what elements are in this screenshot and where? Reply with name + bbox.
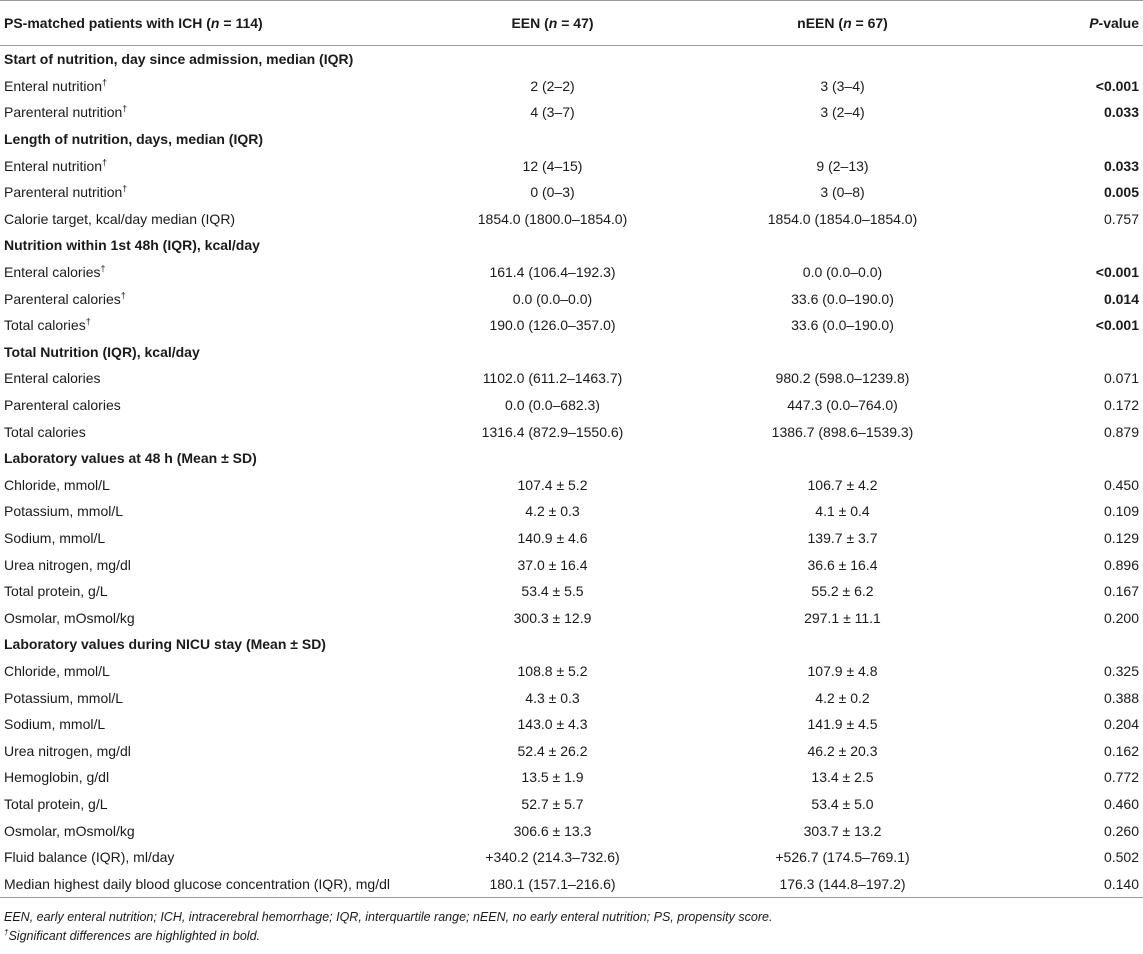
row-label: Urea nitrogen, mg/dl [4, 742, 131, 759]
row-label: Enteral calories† [4, 263, 106, 281]
cell-een: 0.0 (0.0–0.0) [512, 290, 593, 307]
section-header: Laboratory values during NICU stay (Mean ± SD) [4, 636, 326, 653]
table-row [0, 551, 1143, 578]
cell-p-value: 0.502 [1103, 849, 1139, 866]
row-label: Sodium, mmol/L [4, 716, 106, 733]
cell-neen: 3 (2–4) [820, 104, 865, 121]
dagger-mark: † [122, 183, 128, 194]
row-label: Parenteral nutrition† [4, 103, 128, 121]
header-patients: PS-matched patients with ICH (n = 114) [0, 1, 420, 46]
table-row [0, 737, 1143, 764]
cell-neen: 139.7 ± 3.7 [807, 529, 878, 546]
row-label: Osmolar, mOsmol/kg [4, 609, 135, 626]
cell-een: +340.2 (214.3–732.6) [485, 849, 620, 866]
cell-een: 161.4 (106.4–192.3) [489, 264, 616, 281]
table-body [0, 46, 1143, 898]
cell-neen: 1854.0 (1854.0–1854.0) [767, 210, 918, 227]
table-row [0, 392, 1143, 419]
row-label: Total calories [4, 423, 86, 440]
table-row [0, 870, 1143, 897]
row-label: Sodium, mmol/L [4, 529, 106, 546]
cell-p-value: 0.014 [1103, 290, 1139, 307]
row-label: Chloride, mmol/L [4, 662, 110, 679]
cell-p-value: 0.071 [1103, 370, 1139, 387]
cell-een: 0.0 (0.0–682.3) [505, 397, 600, 414]
cell-neen: 106.7 ± 4.2 [807, 476, 878, 493]
cell-een: 300.3 ± 12.9 [513, 609, 592, 626]
table-row [0, 73, 1143, 100]
cell-een: 4 (3–7) [530, 104, 575, 121]
table-row [0, 99, 1143, 126]
cell-een: 37.0 ± 16.4 [517, 556, 588, 573]
row-label: Hemoglobin, g/dl [4, 769, 110, 786]
table-row [0, 844, 1143, 871]
section-header-row [0, 232, 1143, 259]
cell-een: 12 (4–15) [522, 157, 583, 174]
cell-p-value: 0.460 [1103, 795, 1139, 812]
cell-neen: 3 (3–4) [820, 77, 865, 94]
dagger-mark: † [120, 289, 126, 300]
row-label: Potassium, mmol/L [4, 689, 124, 706]
cell-neen: 4.2 ± 0.2 [815, 689, 870, 706]
table-row [0, 418, 1143, 445]
section-header: Nutrition within 1st 48h (IQR), kcal/day [4, 237, 260, 254]
dagger-mark: † [100, 263, 106, 274]
cell-een: 180.1 (157.1–216.6) [420, 870, 685, 897]
table-row [0, 152, 1143, 179]
cell-p-value: 0.204 [1103, 716, 1139, 733]
cell-p-value: 0.129 [1103, 529, 1139, 546]
header-p-value: P-value [1000, 1, 1143, 46]
cell-p-value: 0.033 [1103, 104, 1139, 121]
dagger-mark: † [102, 157, 108, 168]
cell-neen: 176.3 (144.8–197.2) [685, 870, 1000, 897]
cell-p-value: <0.001 [1095, 317, 1139, 334]
section-header: Laboratory values at 48 h (Mean ± SD) [4, 450, 257, 467]
table-row [0, 711, 1143, 738]
row-label: Parenteral nutrition† [4, 183, 128, 201]
cell-p-value: 0.167 [1103, 583, 1139, 600]
cell-neen: 33.6 (0.0–190.0) [791, 290, 894, 307]
header-row [0, 1, 1143, 46]
row-label: Median highest daily blood glucose concentration (IQR), mg/dl [0, 870, 420, 897]
cell-een: 13.5 ± 1.9 [521, 769, 584, 786]
cell-neen: 3 (0–8) [820, 184, 865, 201]
cell-p-value: <0.001 [1095, 77, 1139, 94]
dagger-mark: † [85, 316, 91, 327]
cell-een: 1316.4 (872.9–1550.6) [481, 423, 624, 440]
cell-een: 1854.0 (1800.0–1854.0) [477, 210, 628, 227]
header-neen: nEEN (n = 67) [685, 1, 1000, 46]
table-row [0, 658, 1143, 685]
row-label: Parenteral calories [4, 397, 121, 414]
row-label: Potassium, mmol/L [4, 503, 124, 520]
cell-p-value: 0.260 [1103, 822, 1139, 839]
cell-neen: 107.9 ± 4.8 [807, 662, 878, 679]
row-label: Enteral calories [4, 370, 101, 387]
dagger-mark: † [122, 103, 128, 114]
footnote-abbreviations: EEN, early enteral nutrition; ICH, intracerebral hemorrhage; IQR, interquartile range; nEEN, no early enteral nutrition; PS, propensity score. [4, 910, 773, 924]
cell-neen: +526.7 (174.5–769.1) [775, 849, 910, 866]
cell-neen: 297.1 ± 11.1 [804, 609, 881, 626]
section-header-row [0, 631, 1143, 658]
row-label: Chloride, mmol/L [4, 476, 110, 493]
table-row [0, 764, 1143, 791]
section-header: Start of nutrition, day since admission, median (IQR) [4, 51, 354, 68]
cell-neen: 46.2 ± 20.3 [807, 742, 878, 759]
cell-neen: 4.1 ± 0.4 [815, 503, 870, 520]
cell-p-value: 0.772 [1103, 769, 1139, 786]
section-header-row [0, 445, 1143, 472]
section-header-row [0, 126, 1143, 153]
row-label: Urea nitrogen, mg/dl [4, 556, 131, 573]
cell-een: 4.2 ± 0.3 [525, 503, 580, 520]
cell-p-value: 0.896 [1103, 556, 1139, 573]
cell-een: 53.4 ± 5.5 [521, 583, 584, 600]
cell-p-value: 0.879 [1103, 423, 1139, 440]
table-row [0, 604, 1143, 631]
section-header: Total Nutrition (IQR), kcal/day [4, 343, 200, 360]
cell-een: 140.9 ± 4.6 [517, 529, 588, 546]
table-row [0, 312, 1143, 339]
cell-p-value: 0.450 [1103, 476, 1139, 493]
cell-een: 107.4 ± 5.2 [517, 476, 588, 493]
cell-p-value: 0.325 [1103, 662, 1139, 679]
row-label: Calorie target, kcal/day median (IQR) [4, 210, 236, 227]
cell-een: 2 (2–2) [530, 77, 575, 94]
footnote-significance: †Significant differences are highlighted in bold. [4, 927, 261, 943]
cell-neen: 13.4 ± 2.5 [811, 769, 874, 786]
row-label: Fluid balance (IQR), ml/day [4, 849, 175, 866]
cell-neen: 0.0 (0.0–0.0) [802, 264, 883, 281]
table-row [0, 285, 1143, 312]
table-row [0, 817, 1143, 844]
table-row [0, 498, 1143, 525]
cell-neen: 53.4 ± 5.0 [811, 795, 874, 812]
cell-p-value: 0.388 [1103, 689, 1139, 706]
row-label: Osmolar, mOsmol/kg [4, 822, 135, 839]
cell-neen: 447.3 (0.0–764.0) [787, 397, 898, 414]
cell-neen: 36.6 ± 16.4 [807, 556, 878, 573]
row-label: Parenteral calories† [4, 289, 126, 307]
cell-p-value: 0.033 [1103, 157, 1139, 174]
cell-p-value: 0.757 [1103, 210, 1139, 227]
cell-een: 4.3 ± 0.3 [525, 689, 580, 706]
table-row [0, 684, 1143, 711]
section-header-row [0, 339, 1143, 366]
cell-neen: 303.7 ± 13.2 [803, 822, 882, 839]
cell-p-value: 0.162 [1103, 742, 1139, 759]
cell-neen: 1386.7 (898.6–1539.3) [771, 423, 914, 440]
cell-p-value: 0.200 [1103, 609, 1139, 626]
cell-een: 52.4 ± 26.2 [517, 742, 588, 759]
table-row [0, 259, 1143, 286]
table-row [0, 525, 1143, 552]
cell-neen: 980.2 (598.0–1239.8) [775, 370, 910, 387]
cell-p-value: <0.001 [1095, 264, 1139, 281]
row-label: Total calories† [4, 316, 91, 334]
cell-neen: 141.9 ± 4.5 [807, 716, 878, 733]
cell-een: 306.6 ± 13.3 [513, 822, 592, 839]
table-row [0, 365, 1143, 392]
cell-neen: 9 (2–13) [816, 157, 869, 174]
cell-een: 1102.0 (611.2–1463.7) [482, 370, 623, 387]
cell-een: 0 (0–3) [530, 184, 575, 201]
dagger-mark: † [102, 77, 108, 88]
cell-een: 108.8 ± 5.2 [517, 662, 588, 679]
cell-p-value: 0.005 [1103, 184, 1139, 201]
cell-p-value: 0.109 [1103, 503, 1139, 520]
table-footnotes [0, 898, 1143, 946]
cell-p-value: 0.140 [1000, 870, 1143, 897]
row-label: Total protein, g/L [4, 795, 108, 812]
cell-p-value: 0.172 [1103, 397, 1139, 414]
row-label: Total protein, g/L [4, 583, 108, 600]
cell-een: 52.7 ± 5.7 [521, 795, 584, 812]
section-header-row [0, 46, 1143, 73]
header-een: EEN (n = 47) [420, 1, 685, 46]
cell-neen: 33.6 (0.0–190.0) [791, 317, 894, 334]
section-header: Length of nutrition, days, median (IQR) [4, 131, 263, 148]
cell-een: 190.0 (126.0–357.0) [489, 317, 616, 334]
table-row [0, 791, 1143, 818]
table-row [0, 179, 1143, 206]
table-row [0, 578, 1143, 605]
row-label: Enteral nutrition† [4, 157, 108, 174]
table-row [0, 206, 1143, 233]
cell-neen: 55.2 ± 6.2 [811, 583, 874, 600]
table-row [0, 472, 1143, 499]
row-label: Enteral nutrition† [4, 77, 108, 94]
cell-een: 143.0 ± 4.3 [517, 716, 588, 733]
